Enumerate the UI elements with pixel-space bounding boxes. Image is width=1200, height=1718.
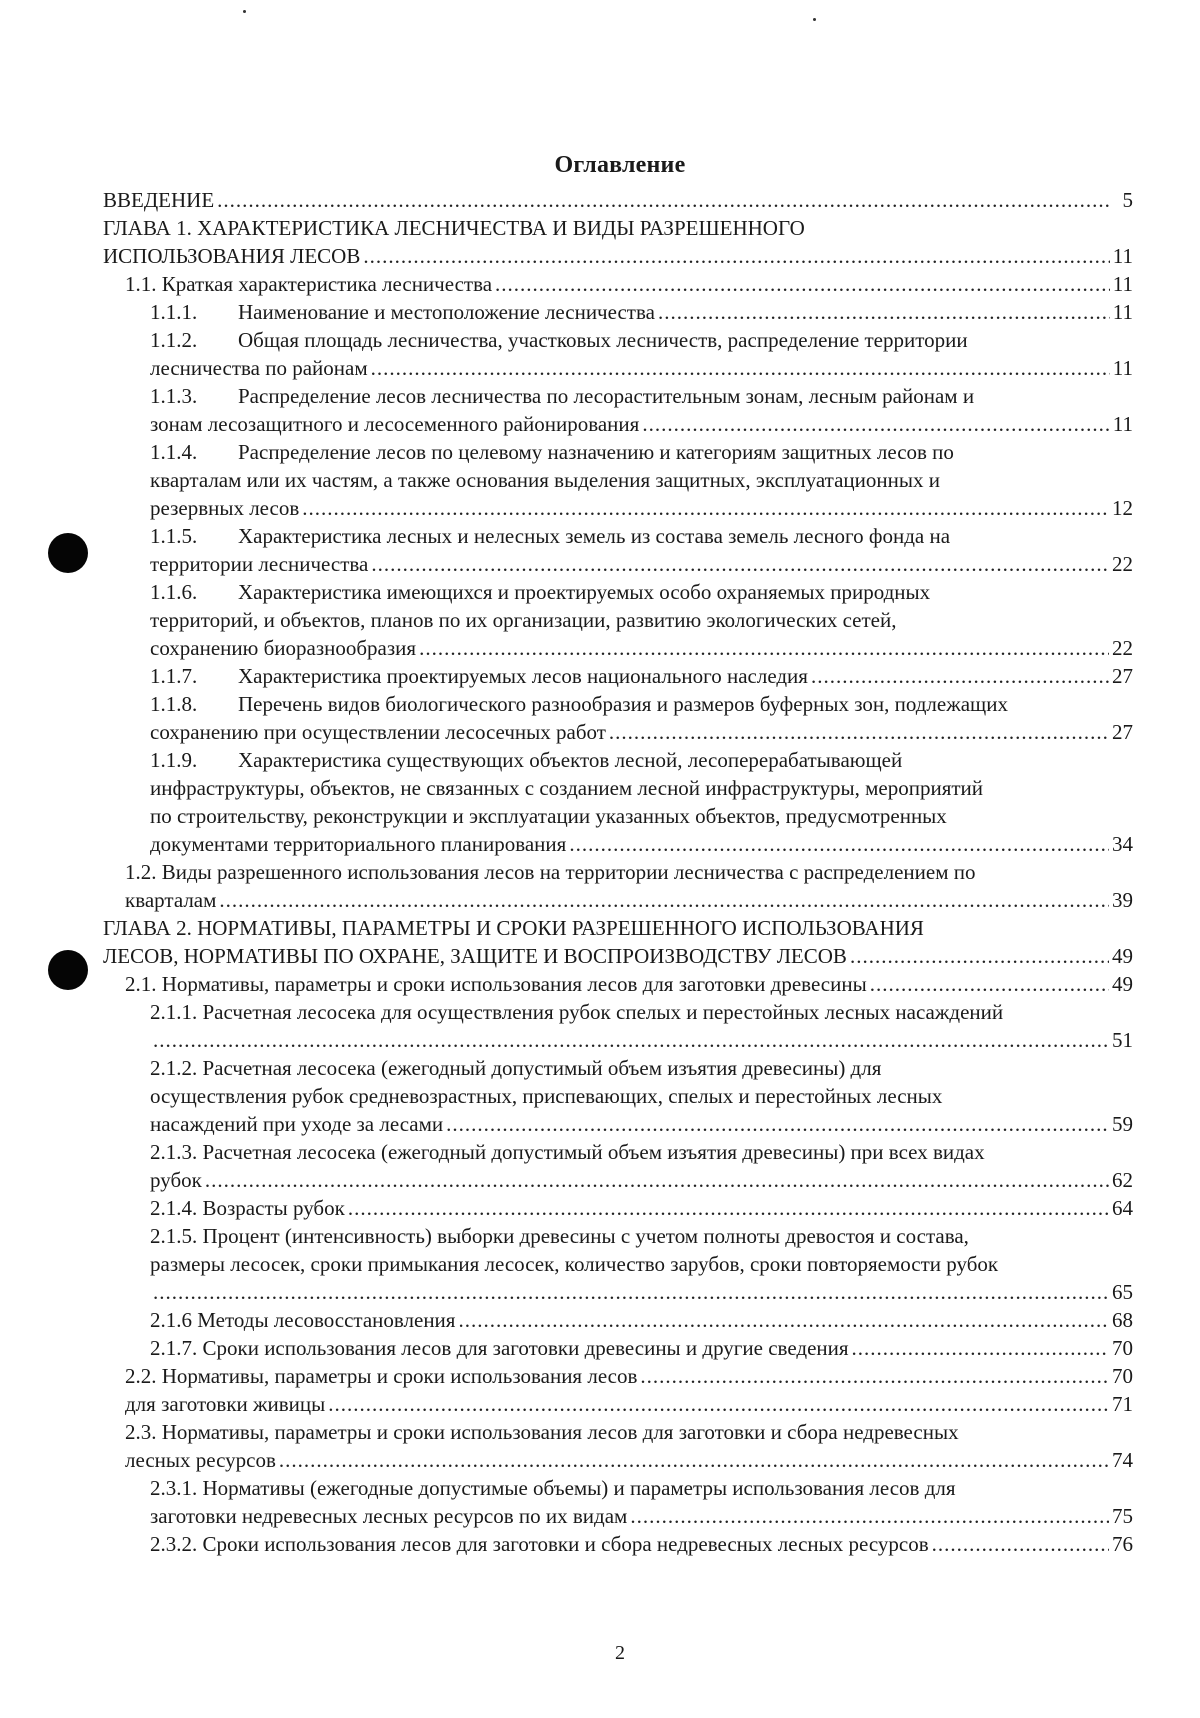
dot-leader [363,242,1109,270]
toc-entry-text: осуществления рубок средневозрастных, приспевающих, спелых и перестойных лесных [150,1084,943,1108]
dot-leader [419,634,1109,662]
toc-entry-text: насаждений при уходе за лесами [150,1112,444,1136]
dot-leader [569,830,1109,858]
dot-leader [205,1166,1109,1194]
toc-entry[interactable] [103,214,1133,270]
dot-leader [870,970,1109,998]
toc-page-number: 59 [1112,1112,1133,1136]
toc-page-number: 34 [1112,832,1133,856]
toc-entry-text: 2.1.7. Сроки использования лесов для заготовки древесины и другие сведения [150,1336,849,1360]
toc-page-number: 22 [1112,636,1133,660]
toc-entry-text: 2.1.3. Расчетная лесосека (ежегодный допустимый объем изъятия древесины) при всех видах [150,1140,985,1164]
toc-entry-text: 2.3.2. Сроки использования лесов для заготовки и сбора недревесных лесных ресурсов [150,1532,929,1556]
toc-page-number: 11 [1112,300,1133,324]
toc-page-number: 74 [1112,1448,1133,1472]
dot-leader [219,886,1109,914]
toc-entry-text: 1.2. Виды разрешенного использования лесов на территории лесничества с распределением по [125,860,976,884]
dot-leader [658,298,1110,326]
toc-page-number: 51 [1112,1028,1133,1052]
toc-entry[interactable] [150,578,1133,662]
toc-entry-text: кварталам [125,888,217,912]
toc-page-number: 64 [1112,1196,1133,1220]
toc-entry-lastline [125,1362,1133,1390]
toc-entry-lastline [150,1166,1133,1194]
toc-entry[interactable] [103,914,1133,970]
toc-page-number: 12 [1112,496,1133,520]
toc-entry-text: ИСПОЛЬЗОВАНИЯ ЛЕСОВ [103,244,361,268]
toc-entry-text: резервных лесов [150,496,300,520]
toc-entry-text: Перечень видов биологического разнообразия и размеров буферных зон, подлежащих [238,692,1008,716]
toc-entry-text: сохранению биоразнообразия [150,636,417,660]
toc-entry-text: ГЛАВА 1. ХАРАКТЕРИСТИКА ЛЕСНИЧЕСТВА И ВИДЫ РАЗРЕШЕННОГО [103,216,805,240]
toc-entry-text: 2.1.1. Расчетная лесосека для осуществления рубок спелых и перестойных лесных насаждений [150,1000,1004,1024]
toc-entry-text: документами территориального планирования [150,832,567,856]
toc-page-number: 70 [1112,1364,1133,1388]
toc-entry-text: 2.1.2. Расчетная лесосека (ежегодный допустимый объем изъятия древесины) для [150,1056,882,1080]
dot-leader [932,1530,1109,1558]
toc-entry[interactable] [150,1474,1133,1530]
toc-entry[interactable] [150,382,1133,438]
toc-entry[interactable] [150,1194,1133,1222]
toc-entry-text: Общая площадь лесничества, участковых лесничеств, распределение территории [238,328,968,352]
toc-entry-text: для заготовки живицы [125,1392,326,1416]
toc-entry-lastline [103,242,1133,270]
punch-hole [48,950,88,990]
toc-page-number: 27 [1112,720,1133,744]
toc-entry-number: 1.1.2. [150,328,198,352]
toc-entry-text: территории лесничества [150,552,369,576]
toc-entry[interactable] [150,746,1133,858]
toc-page-number: 22 [1112,552,1133,576]
toc-entry-text: Характеристика лесных и нелесных земель из состава земель лесного фонда на [238,524,951,548]
toc-entry-text [150,438,1133,466]
toc-entry-text: сохранению при осуществлении лесосечных работ [150,720,606,744]
toc-entry[interactable] [150,522,1133,578]
toc-entry[interactable] [125,1390,1133,1418]
toc-entry-number: 1.1.6. [150,580,198,604]
toc-entry-text [150,578,1133,606]
toc-entry-text: инфраструктуры, объектов, не связанных с созданием лесной инфраструктуры, мероприятий [150,776,984,800]
toc-entry[interactable] [150,1334,1133,1362]
toc-page-number: 11 [1112,272,1133,296]
toc-entry-text: зонам лесозащитного и лесосеменного районирования [150,412,640,436]
toc-entry-text: Характеристика существующих объектов лесной, лесоперерабатывающей [238,748,903,772]
toc-entry-lastline [150,298,1133,326]
toc-entry-text: ГЛАВА 2. НОРМАТИВЫ, ПАРАМЕТРЫ И СРОКИ РАЗРЕШЕННОГО ИСПОЛЬЗОВАНИЯ [103,916,924,940]
toc-entry-number: 1.1.4. [150,440,198,464]
toc-entry[interactable] [125,858,1133,914]
toc-entry-text: Наименование и местоположение лесничества [238,300,655,324]
scan-speck [243,10,246,13]
toc-entry-text: 2.1.4. Возрасты рубок [150,1196,345,1220]
toc-entry-text: 2.1.5. Процент (интенсивность) выборки древесины с учетом полноты древостоя и состава, [150,1224,969,1248]
toc-entry[interactable] [125,1418,1133,1474]
page-title: Оглавление [554,152,686,178]
toc-page-number: 27 [1112,664,1133,688]
toc-entry-lastline [150,1026,1133,1054]
toc-page-number: 76 [1112,1532,1133,1556]
toc-page-number: 11 [1112,244,1133,268]
dot-leader [371,550,1109,578]
dot-leader [630,1502,1109,1530]
toc-entry-lastline [150,634,1133,662]
toc-page-number: 11 [1112,412,1133,436]
toc-entry-text: 2.3. Нормативы, параметры и сроки использования лесов для заготовки и сбора недревесных [125,1420,959,1444]
toc-page-number: 11 [1112,356,1133,380]
toc-entry-lastline [150,354,1133,382]
table-of-contents [103,186,1133,1558]
toc-entry-text: Распределение лесов по целевому назначению и категориям защитных лесов по [238,440,954,464]
toc-entry[interactable] [150,326,1133,382]
dot-leader [153,1026,1109,1054]
toc-page-number: 65 [1112,1280,1133,1304]
page-number: 2 [615,1642,625,1664]
toc-entry[interactable] [150,1530,1133,1558]
toc-entry-text [150,326,1133,354]
toc-entry-number: 1.1.1. [150,300,198,324]
toc-entry-text: 2.2. Нормативы, параметры и сроки использования лесов [125,1364,638,1388]
dot-leader [495,270,1110,298]
dot-leader [640,1362,1109,1390]
toc-entry[interactable] [150,1054,1133,1138]
toc-entry-text: Характеристика проектируемых лесов национального наследия [238,664,808,688]
toc-page-number: 49 [1112,972,1133,996]
dot-leader [217,186,1110,214]
toc-entry[interactable] [150,1306,1133,1334]
dot-leader [371,354,1110,382]
dot-leader [348,1194,1109,1222]
dot-leader [852,1334,1109,1362]
toc-entry[interactable] [103,186,1133,214]
toc-entry-lastline [150,718,1133,746]
toc-entry-lastline [150,1278,1133,1306]
dot-leader [302,494,1109,522]
dot-leader [328,1390,1109,1418]
toc-entry-lastline [150,662,1133,690]
toc-entry[interactable] [125,970,1133,998]
toc-entry-text: кварталам или их частям, а также основания выделения защитных, эксплуатационных и [150,468,940,492]
dot-leader [153,1278,1109,1306]
toc-entry-lastline [125,1390,1133,1418]
toc-entry-text: 2.3.1. Нормативы (ежегодные допустимые объемы) и параметры использования лесов для [150,1476,956,1500]
toc-page-number: 71 [1112,1392,1133,1416]
toc-entry[interactable] [150,298,1133,326]
toc-page-number: 75 [1112,1504,1133,1528]
toc-entry[interactable] [150,662,1133,690]
toc-entry-text [150,382,1133,410]
toc-entry-lastline [150,1194,1133,1222]
toc-entry-lastline [150,410,1133,438]
toc-entry-text [150,746,1133,774]
toc-entry-lastline [150,1110,1133,1138]
toc-entry-number: 1.1.3. [150,384,198,408]
toc-page-number: 62 [1112,1168,1133,1192]
toc-entry-lastline [103,942,1133,970]
toc-entry-lastline [125,270,1133,298]
toc-entry-text: ВВЕДЕНИЕ [103,188,215,212]
toc-entry-text: территорий, и объектов, планов по их организации, развитию экологических сетей, [150,608,897,632]
toc-entry-text [150,690,1133,718]
dot-leader [458,1306,1109,1334]
toc-entry-lastline [150,1530,1133,1558]
toc-entry-lastline [150,1306,1133,1334]
toc-entry-lastline [125,1446,1133,1474]
toc-entry-lastline [150,830,1133,858]
dot-leader [609,718,1109,746]
toc-entry-text: 1.1. Краткая характеристика лесничества [125,272,493,296]
toc-entry[interactable] [125,1362,1133,1390]
punch-hole [48,533,88,573]
dot-leader [279,1446,1109,1474]
toc-entry[interactable] [150,998,1133,1054]
dot-leader [642,410,1109,438]
toc-entry-text: по строительству, реконструкции и эксплуатации указанных объектов, предусмотренных [150,804,947,828]
toc-entry-number: 1.1.7. [150,664,198,688]
toc-entry-text: ЛЕСОВ, НОРМАТИВЫ ПО ОХРАНЕ, ЗАЩИТЕ И ВОСПРОИЗВОДСТВУ ЛЕСОВ [103,944,847,968]
toc-entry-text: 2.1.6 Методы лесовосстановления [150,1308,456,1332]
dot-leader [811,662,1109,690]
toc-entry[interactable] [125,270,1133,298]
dot-leader [850,942,1109,970]
dot-leader [446,1110,1109,1138]
toc-entry-number: 1.1.8. [150,692,198,716]
toc-entry-lastline [150,1502,1133,1530]
scan-speck [813,18,816,21]
toc-entry-text: рубок [150,1168,202,1192]
toc-entry-text [150,522,1133,550]
toc-entry-text: лесничества по районам [150,356,368,380]
toc-page-number: 68 [1112,1308,1133,1332]
toc-entry-lastline [150,1334,1133,1362]
toc-entry-lastline [150,550,1133,578]
toc-entry-lastline [125,970,1133,998]
toc-entry-text: Характеристика имеющихся и проектируемых особо охраняемых природных [238,580,931,604]
toc-entry-text: заготовки недревесных лесных ресурсов по их видам [150,1504,628,1528]
toc-entry-number: 1.1.5. [150,524,198,548]
toc-page-number: 5 [1122,188,1133,212]
toc-entry-text: размеры лесосек, сроки примыкания лесосек, количество зарубов, сроки повторяемости рубок [150,1252,999,1276]
toc-page-number: 49 [1112,944,1133,968]
toc-entry-text: 2.1. Нормативы, параметры и сроки использования лесов для заготовки древесины [125,972,867,996]
toc-entry[interactable] [150,1222,1133,1306]
toc-page-number: 70 [1112,1336,1133,1360]
toc-entry-lastline [103,186,1133,214]
toc-entry-lastline [150,494,1133,522]
toc-entry[interactable] [150,438,1133,522]
toc-entry[interactable] [150,1138,1133,1194]
toc-entry-number: 1.1.9. [150,748,198,772]
toc-entry[interactable] [150,690,1133,746]
toc-entry-lastline [125,886,1133,914]
toc-entry-text: лесных ресурсов [125,1448,276,1472]
toc-entry-text: Распределение лесов лесничества по лесорастительным зонам, лесным районам и [238,384,975,408]
toc-page-number: 39 [1112,888,1133,912]
